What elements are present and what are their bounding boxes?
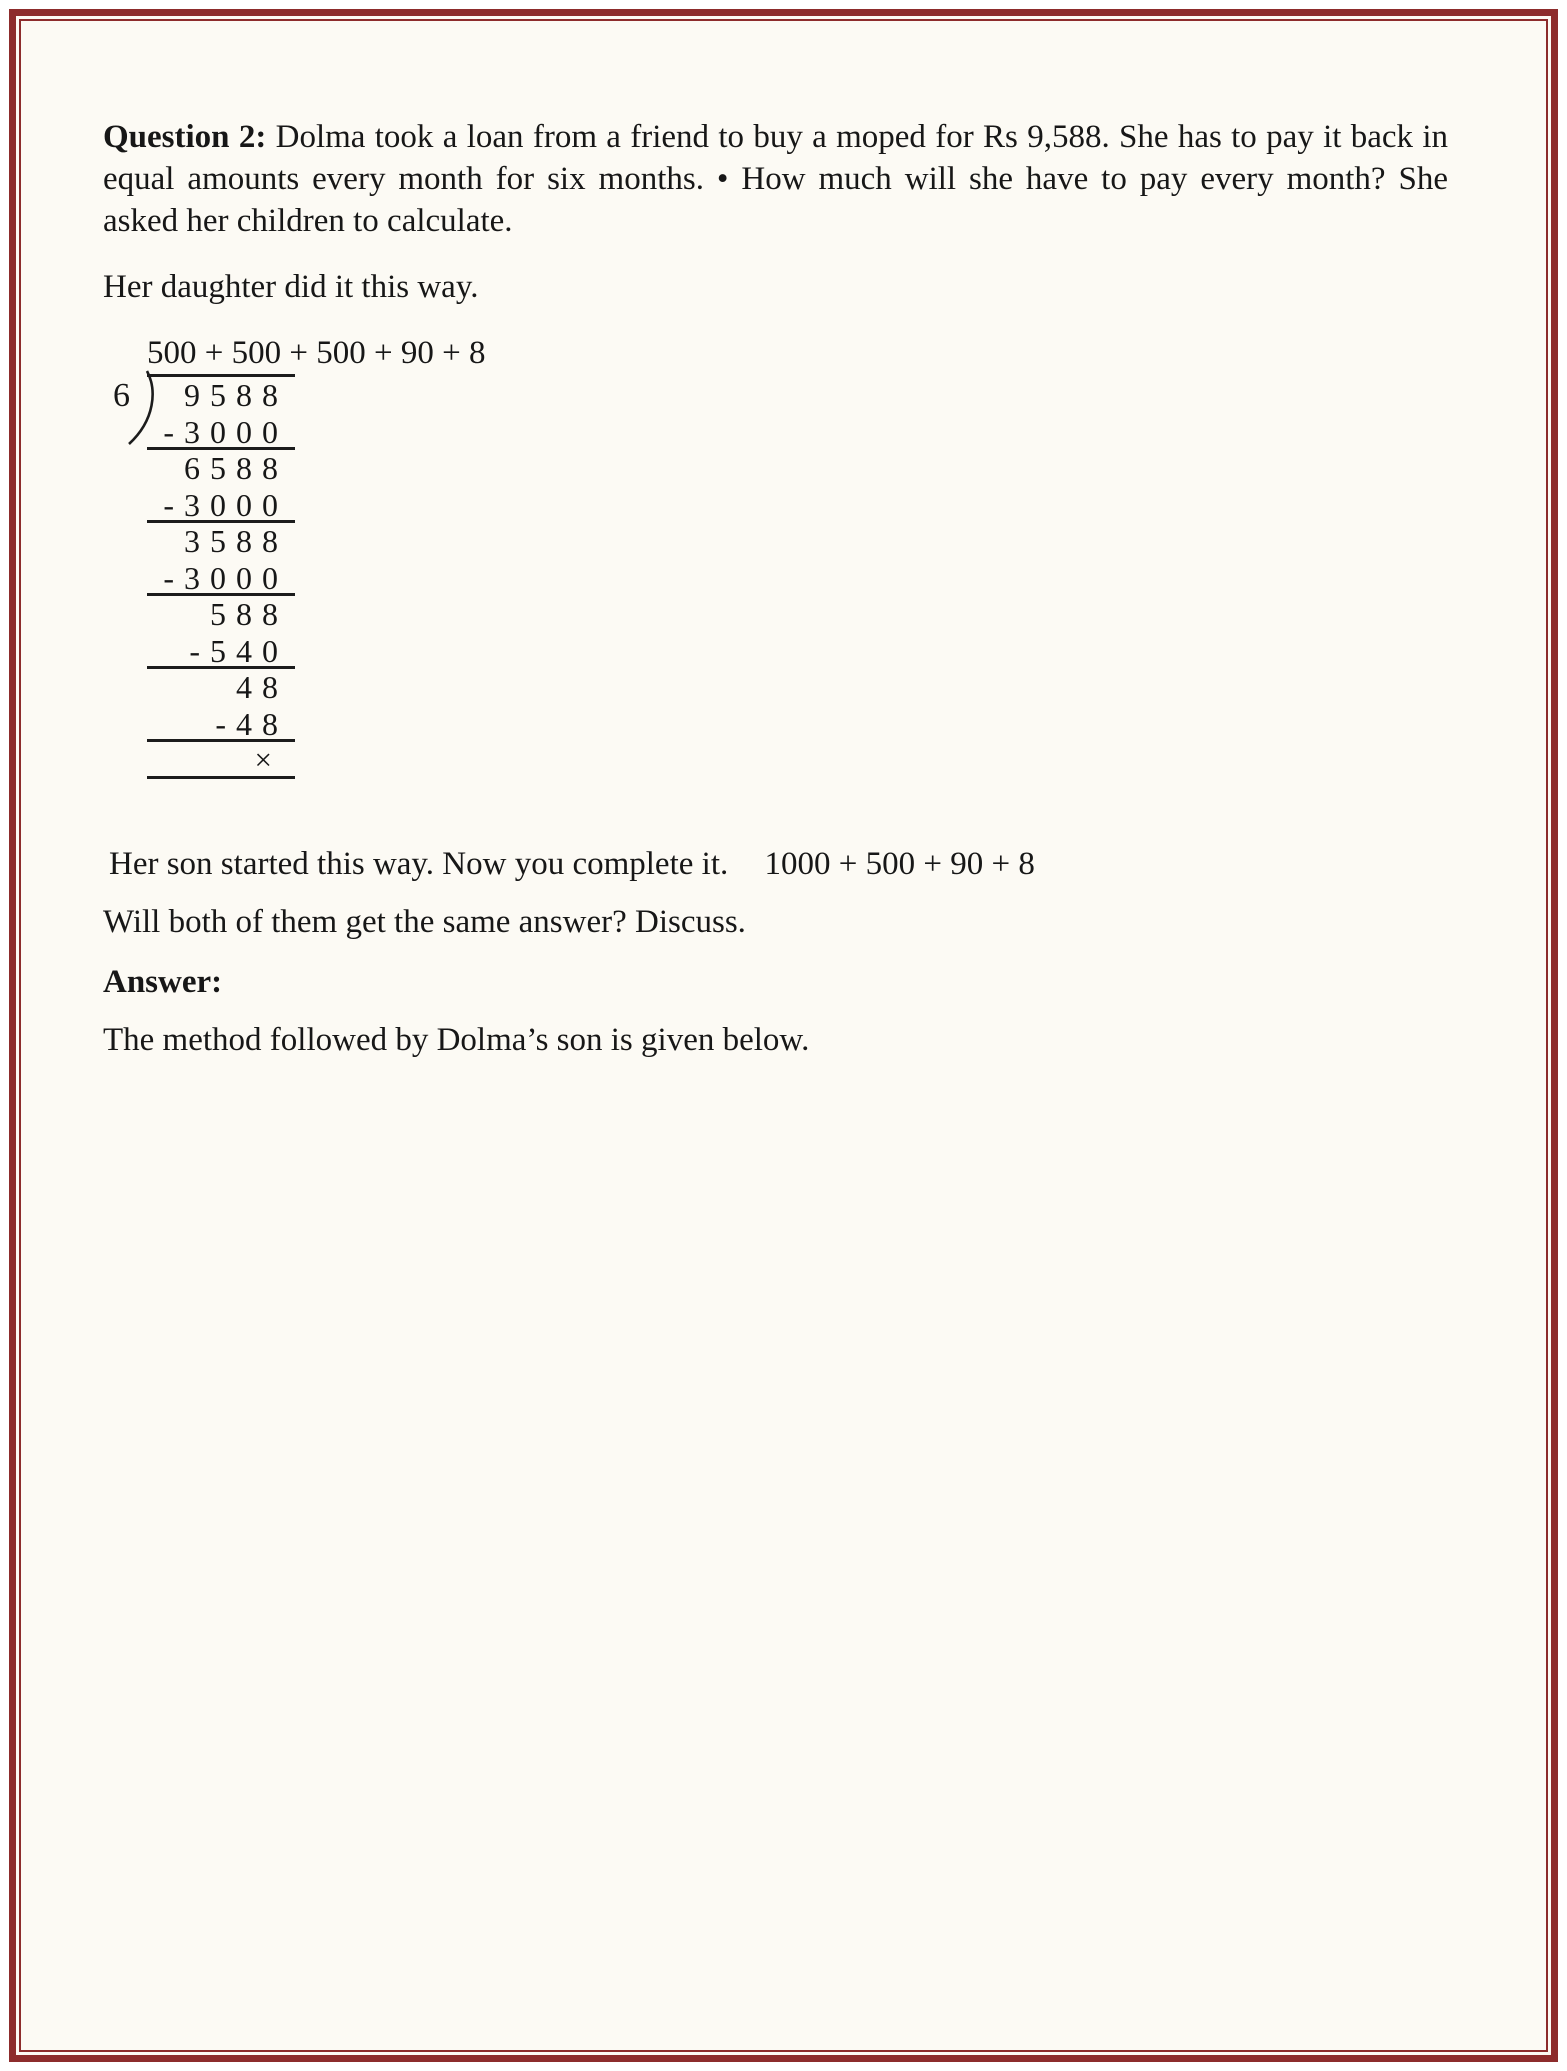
page-inner-border: [19, 19, 1548, 2052]
daughter-intro: Her daughter did it this way.: [103, 269, 479, 305]
dividend-row: 9 5 8 8: [184, 377, 279, 413]
answer-label: Answer:: [103, 963, 223, 1000]
division-step-row: - 4 8: [147, 706, 295, 743]
page-content: [21, 21, 1546, 2050]
divisor-digit: 6: [113, 377, 130, 414]
answer-paragraph: The method followed by Dolma’s son is given below.: [103, 1021, 810, 1058]
page-outer-border: [9, 9, 1558, 2062]
answer-label-line: [103, 961, 1448, 1003]
son-line: [103, 843, 1448, 885]
quotient-expression: 500 + 500 + 500 + 90 + 8: [147, 335, 486, 371]
division-step-row: - 5 4 0: [147, 633, 295, 670]
long-division: [111, 332, 1448, 779]
question-label: Question 2:: [103, 119, 267, 155]
division-step-row: 6 5 8 8: [184, 450, 279, 486]
division-step-row: - 3 0 0 0: [147, 414, 295, 451]
division-work: [111, 374, 1448, 779]
division-step-row: - 3 0 0 0: [147, 560, 295, 597]
division-step-row: 5 8 8: [210, 596, 279, 632]
discuss-line: Will both of them get the same answer? Discuss.: [103, 903, 746, 940]
son-text: Her son started this way. Now you complete it.: [109, 845, 729, 882]
son-expression: 1000 + 500 + 90 + 8: [764, 845, 1035, 882]
remainder-mark-row: ×: [147, 742, 295, 779]
question-text: Dolma took a loan from a friend to buy a moped for Rs 9,588. She has to pay it back in equal amounts every month for six months. • How much will she have to pay every month? She asked her children to calculate.: [103, 119, 1448, 239]
division-number-column: [147, 374, 295, 779]
division-step-row: 3 5 8 8: [184, 523, 279, 559]
divisor: [111, 374, 147, 414]
question-paragraph: [103, 116, 1448, 242]
division-step-row: 4 8: [236, 669, 279, 705]
division-bracket-icon: [127, 370, 157, 446]
division-step-row: - 3 0 0 0: [147, 487, 295, 524]
